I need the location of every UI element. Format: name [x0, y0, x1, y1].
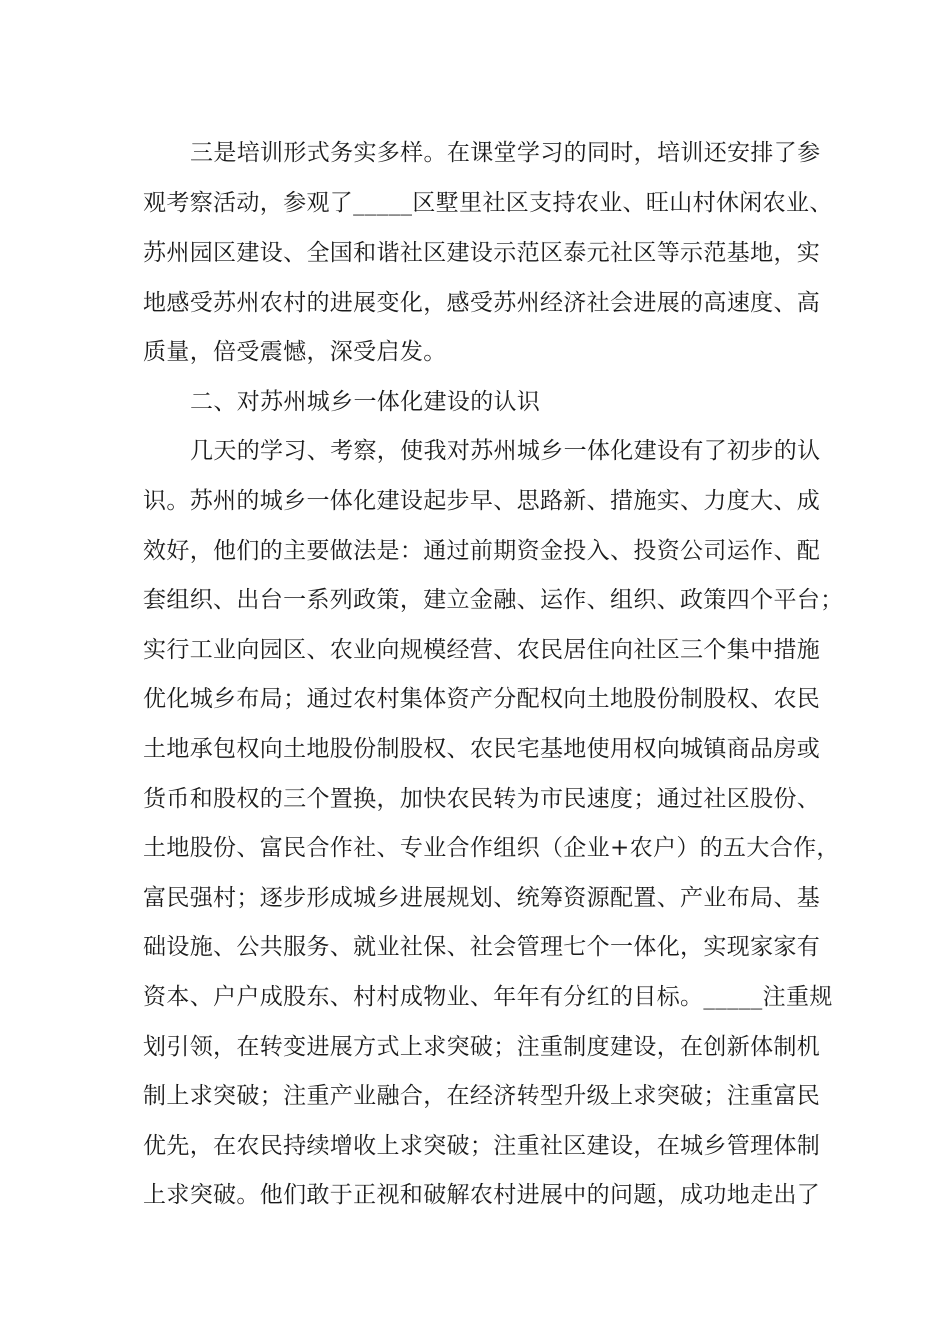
text-line: 土地股份、富民合作社、专业合作组织（企业+农户）的五大合作，: [143, 835, 840, 861]
text-line: 识。苏州的城乡一体化建设起步早、思路新、措施实、力度大、成: [143, 488, 821, 514]
text-line: 制上求突破；注重产业融合，在经济转型升级上求突破；注重富民: [143, 1083, 821, 1109]
text-line: 富民强村；逐步形成城乡进展规划、统筹资源配置、产业布局、基: [143, 885, 821, 911]
text-line: 套组织、出台一系列政策，建立金融、运作、组织、政策四个平台；: [143, 587, 844, 613]
text-line: 础设施、公共服务、就业社保、社会管理七个一体化，实现家家有: [143, 934, 821, 960]
text-line: 几天的学习、考察，使我对苏州城乡一体化建设有了初步的认: [190, 438, 821, 464]
text-line: 土地承包权向土地股份制股权、农民宅基地使用权向城镇商品房或: [143, 736, 821, 762]
text-line: 三是培训形式务实多样。在课堂学习的同时，培训还安排了参: [190, 140, 821, 166]
text-line: 货币和股权的三个置换，加快农民转为市民速度；通过社区股份、: [143, 786, 821, 812]
section-heading: 二、对苏州城乡一体化建设的认识: [190, 389, 541, 415]
text-line: 上求突破。他们敢于正视和破解农村进展中的问题，成功地走出了: [143, 1182, 821, 1208]
text-line: 优化城乡布局；通过农村集体资产分配权向土地股份制股权、农民: [143, 686, 821, 712]
text-line: 实行工业向园区、农业向规模经营、农民居住向社区三个集中措施: [143, 637, 821, 663]
text-line: 地感受苏州农村的进展变化，感受苏州经济社会进展的高速度、高: [143, 290, 821, 316]
text-line: 优先，在农民持续增收上求突破；注重社区建设，在城乡管理体制: [143, 1133, 821, 1159]
text-line: 苏州园区建设、全国和谐社区建设示范区泰元社区等示范基地，实: [143, 240, 821, 266]
text-line: 资本、户户成股东、村村成物业、年年有分红的目标。_____注重规: [143, 984, 833, 1010]
text-line: 效好，他们的主要做法是：通过前期资金投入、投资公司运作、配: [143, 538, 821, 564]
text-line: 观考察活动，参观了_____区墅里社区支持农业、旺山村休闲农业、: [143, 190, 833, 216]
text-line: 质量，倍受震憾，深受启发。: [143, 339, 447, 365]
text-line: 划引领，在转变进展方式上求突破；注重制度建设，在创新体制机: [143, 1034, 821, 1060]
